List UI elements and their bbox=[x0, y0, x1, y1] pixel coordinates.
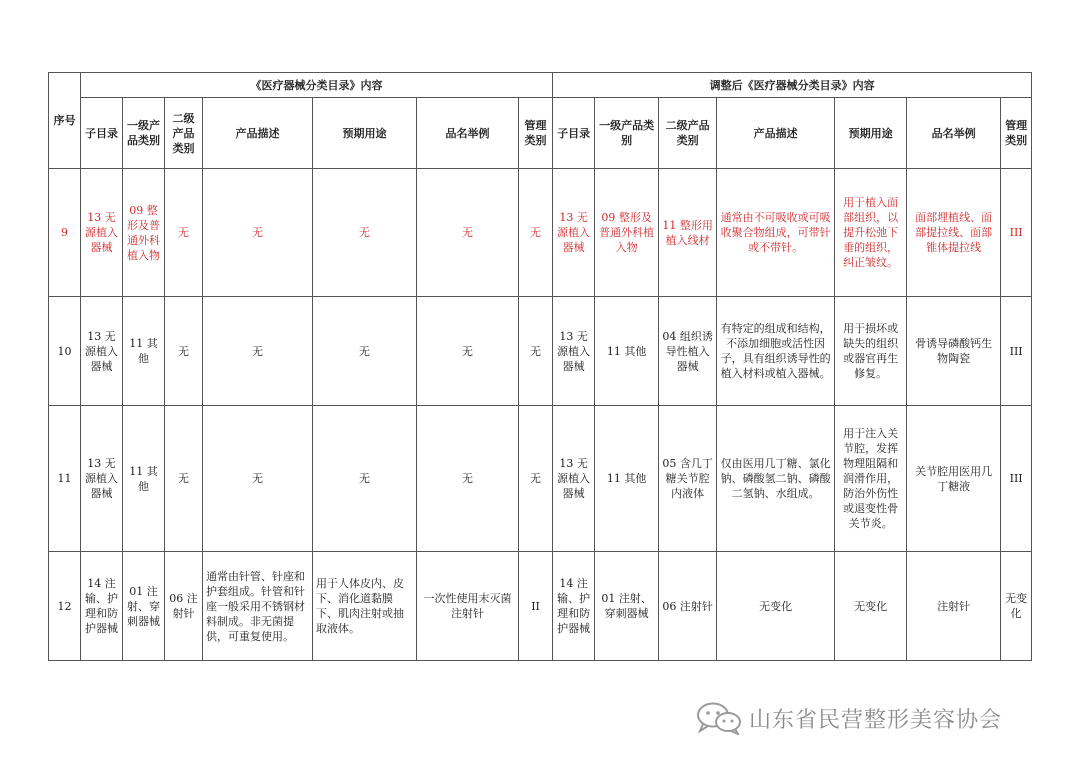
new-example-cell: 面部埋植线、面部提拉线、面部锥体提拉线 bbox=[907, 169, 1001, 297]
new-col-use: 预期用途 bbox=[835, 98, 907, 169]
new-desc-cell: 无变化 bbox=[717, 552, 835, 661]
new-col-class: 管理类别 bbox=[1001, 98, 1032, 169]
new-level2-cell: 06 注射针 bbox=[659, 552, 717, 661]
new-class-cell: III bbox=[1001, 169, 1032, 297]
new-col-desc: 产品描述 bbox=[717, 98, 835, 169]
column-header-row bbox=[49, 98, 1032, 169]
old-col-level2: 二级产品类别 bbox=[165, 98, 203, 169]
row-number: 10 bbox=[49, 297, 81, 406]
new-example-cell: 骨诱导磷酸钙生物陶瓷 bbox=[907, 297, 1001, 406]
new-col-level2: 二级产品类别 bbox=[659, 98, 717, 169]
table-row bbox=[49, 169, 1032, 297]
watermark-text: 山东省民营整形美容协会 bbox=[749, 707, 1003, 733]
new-desc-cell: 仅由医用几丁糖、氯化钠、磷酸氢二钠、磷酸二氢钠、水组成。 bbox=[717, 406, 835, 552]
old-level1-cell: 11 其他 bbox=[123, 406, 165, 552]
new-level2-cell: 05 含几丁糖关节腔内液体 bbox=[659, 406, 717, 552]
old-class-cell: 无 bbox=[519, 169, 553, 297]
old-use-cell: 无 bbox=[313, 406, 417, 552]
old-use-cell: 无 bbox=[313, 297, 417, 406]
old-desc-cell: 无 bbox=[203, 169, 313, 297]
new-use-cell: 无变化 bbox=[835, 552, 907, 661]
old-subdir-cell: 13 无源植入器械 bbox=[81, 406, 123, 552]
old-desc-cell: 无 bbox=[203, 297, 313, 406]
old-example-cell: 无 bbox=[417, 297, 519, 406]
old-level1-cell: 01 注射、穿刺器械 bbox=[123, 552, 165, 661]
group-header-row bbox=[49, 73, 1032, 98]
new-use-cell: 用于注入关节腔，发挥物理阻隔和润滑作用，防治外伤性或退变性骨关节炎。 bbox=[835, 406, 907, 552]
row-number: 12 bbox=[49, 552, 81, 661]
new-col-subdir: 子目录 bbox=[553, 98, 595, 169]
old-desc-cell: 通常由针管、针座和护套组成。针管和针座一般采用不锈钢材料制成。非无菌提供，可重复使用。 bbox=[203, 552, 313, 661]
new-col-example: 品名举例 bbox=[907, 98, 1001, 169]
group-new-header: 调整后《医疗器械分类目录》内容 bbox=[553, 73, 1032, 98]
old-col-level1: 一级产品类别 bbox=[123, 98, 165, 169]
old-level2-cell: 无 bbox=[165, 169, 203, 297]
old-desc-cell: 无 bbox=[203, 406, 313, 552]
new-desc-cell: 通常由不可吸收或可吸收聚合物组成，可带针或不带针。 bbox=[717, 169, 835, 297]
old-subdir-cell: 14 注输、护理和防护器械 bbox=[81, 552, 123, 661]
row-number: 9 bbox=[49, 169, 81, 297]
old-class-cell: II bbox=[519, 552, 553, 661]
old-class-cell: 无 bbox=[519, 297, 553, 406]
new-subdir-cell: 13 无源植入器械 bbox=[553, 406, 595, 552]
table-row bbox=[49, 552, 1032, 661]
new-level1-cell: 09 整形及普通外科植入物 bbox=[595, 169, 659, 297]
new-class-cell: III bbox=[1001, 297, 1032, 406]
new-subdir-cell: 13 无源植入器械 bbox=[553, 169, 595, 297]
seq-header: 序号 bbox=[49, 73, 81, 169]
group-old-header: 《医疗器械分类目录》内容 bbox=[81, 73, 553, 98]
new-level2-cell: 11 整形用植入线材 bbox=[659, 169, 717, 297]
old-class-cell: 无 bbox=[519, 406, 553, 552]
old-level1-cell: 09 整形及普通外科植入物 bbox=[123, 169, 165, 297]
old-col-desc: 产品描述 bbox=[203, 98, 313, 169]
new-subdir-cell: 14 注输、护理和防护器械 bbox=[553, 552, 595, 661]
old-use-cell: 无 bbox=[313, 169, 417, 297]
table-row bbox=[49, 297, 1032, 406]
old-level1-cell: 11 其他 bbox=[123, 297, 165, 406]
new-level1-cell: 11 其他 bbox=[595, 297, 659, 406]
row-number: 11 bbox=[49, 406, 81, 552]
new-example-cell: 注射针 bbox=[907, 552, 1001, 661]
old-col-class: 管理类别 bbox=[519, 98, 553, 169]
old-level2-cell: 无 bbox=[165, 297, 203, 406]
old-level2-cell: 06 注射针 bbox=[165, 552, 203, 661]
table-row bbox=[49, 406, 1032, 552]
new-subdir-cell: 13 无源植入器械 bbox=[553, 297, 595, 406]
new-use-cell: 用于植入面部组织，以提升松弛下垂的组织，纠正皱纹。 bbox=[835, 169, 907, 297]
new-example-cell: 关节腔用医用几丁糖液 bbox=[907, 406, 1001, 552]
old-col-example: 品名举例 bbox=[417, 98, 519, 169]
new-level1-cell: 11 其他 bbox=[595, 406, 659, 552]
old-use-cell: 用于人体皮内、皮下、消化道黏膜下、肌肉注射或抽取液体。 bbox=[313, 552, 417, 661]
old-example-cell: 无 bbox=[417, 169, 519, 297]
new-col-level1: 一级产品类别 bbox=[595, 98, 659, 169]
classification-table bbox=[48, 72, 1032, 661]
new-class-cell: III bbox=[1001, 406, 1032, 552]
new-use-cell: 用于损坏或缺失的组织或器官再生修复。 bbox=[835, 297, 907, 406]
new-level1-cell: 01 注射、穿刺器械 bbox=[595, 552, 659, 661]
old-example-cell: 一次性使用末灭菌注射针 bbox=[417, 552, 519, 661]
old-level2-cell: 无 bbox=[165, 406, 203, 552]
old-col-subdir: 子目录 bbox=[81, 98, 123, 169]
old-example-cell: 无 bbox=[417, 406, 519, 552]
old-col-use: 预期用途 bbox=[313, 98, 417, 169]
new-level2-cell: 04 组织诱导性植入器械 bbox=[659, 297, 717, 406]
old-subdir-cell: 13 无源植入器械 bbox=[81, 169, 123, 297]
old-subdir-cell: 13 无源植入器械 bbox=[81, 297, 123, 406]
watermark bbox=[695, 698, 1002, 738]
new-class-cell: 无变化 bbox=[1001, 552, 1032, 661]
new-desc-cell: 有特定的组成和结构，不添加细胞或活性因子，具有组织诱导性的植入材料或植入器械。 bbox=[717, 297, 835, 406]
wechat-icon bbox=[695, 701, 743, 735]
